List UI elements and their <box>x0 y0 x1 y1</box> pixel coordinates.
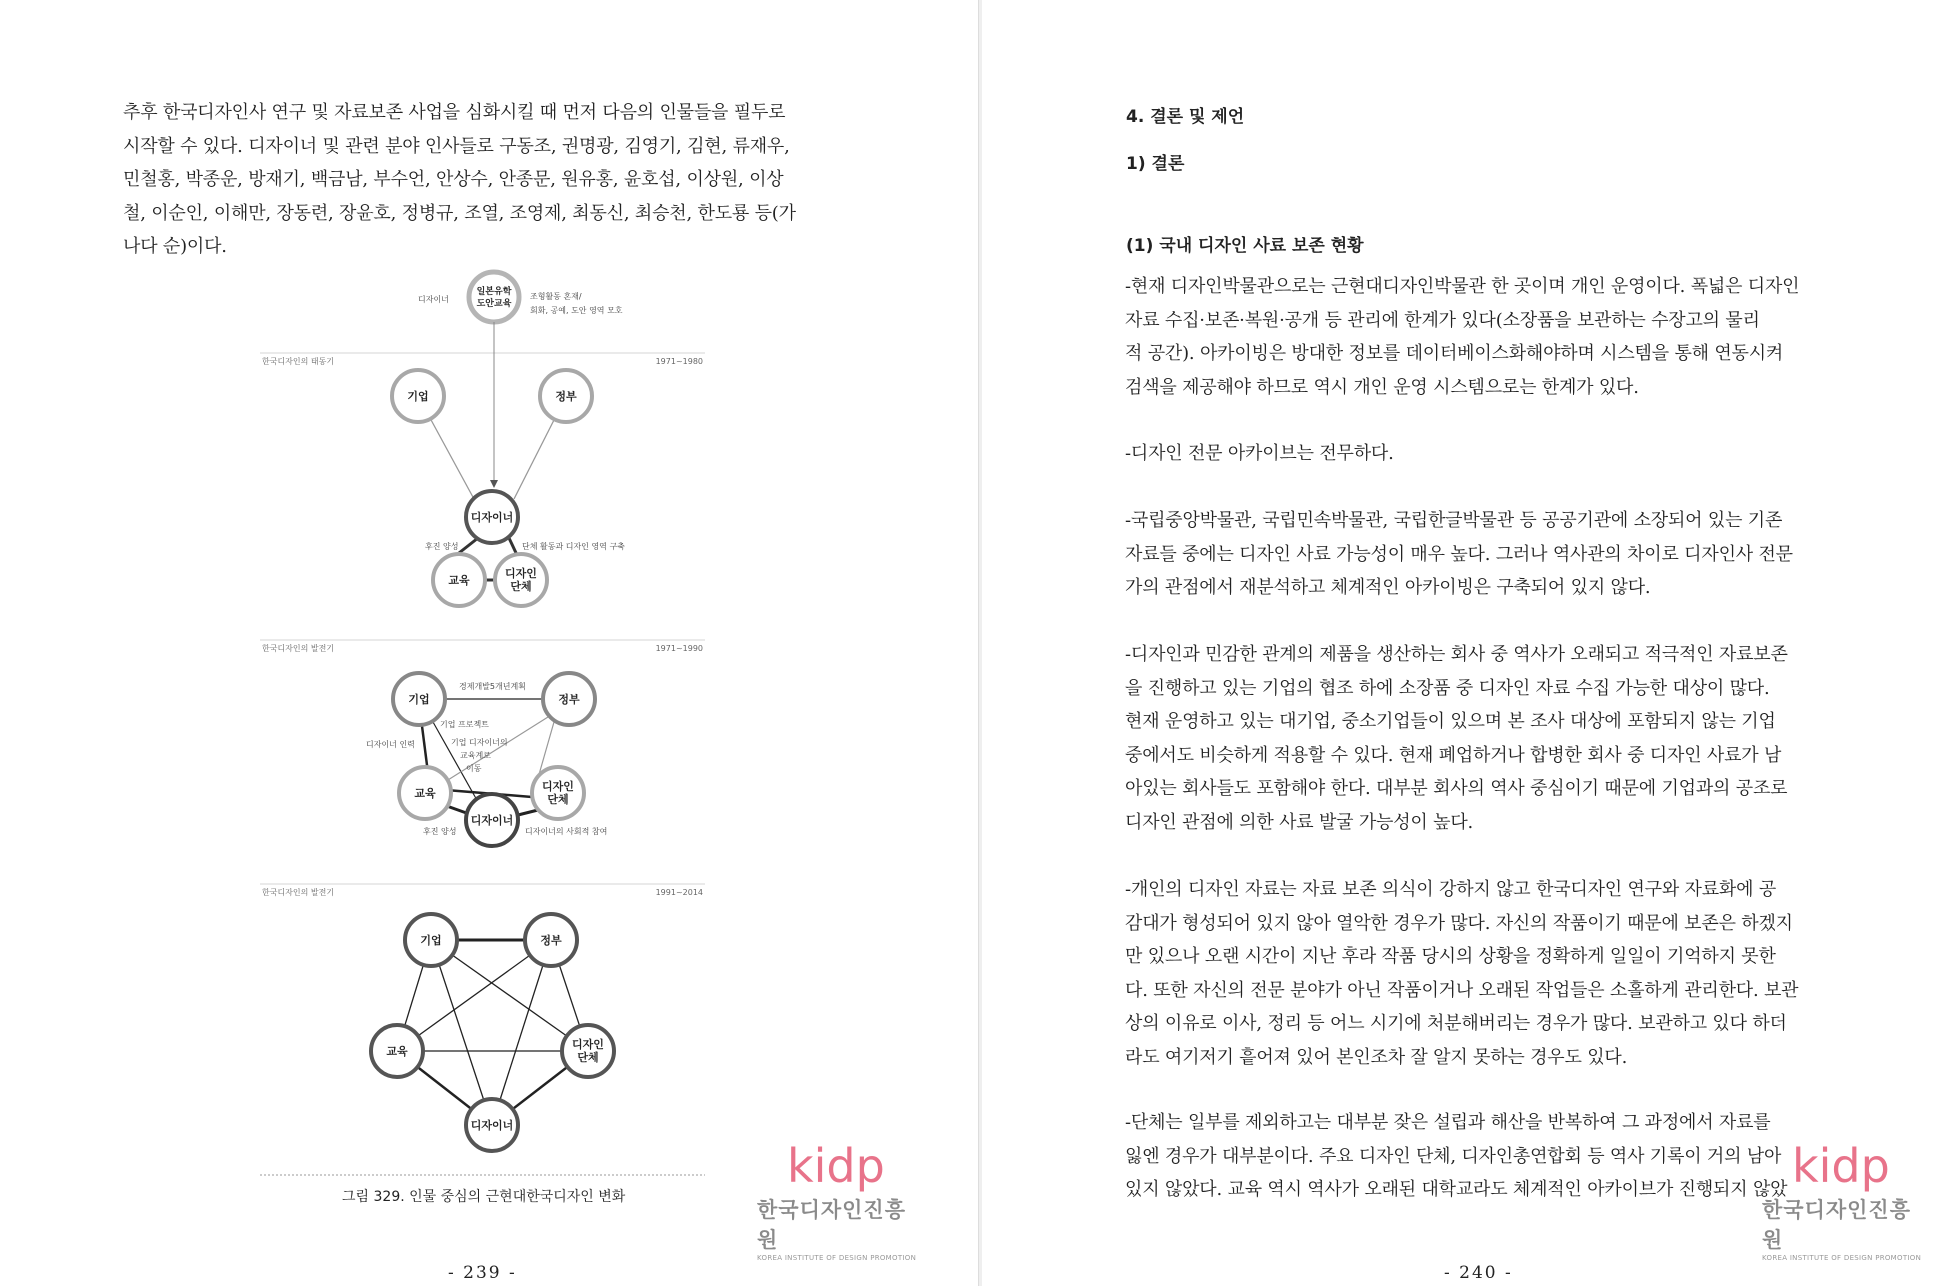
s1-edge-designer-group <box>509 538 517 555</box>
text-line: 현재 운영하고 있는 대기업, 중소기업들이 있으며 본 조사 대상에 포함되지 않는 기업 <box>1125 711 1776 732</box>
s3-node-education-label: 교육 <box>386 1045 408 1058</box>
kidp-logo-left <box>757 1138 927 1262</box>
s3-node-designer-label: 디자이너 <box>470 1119 514 1132</box>
section-3-label: 한국디자인의 발전기 <box>262 888 335 897</box>
kidp-mark-icon <box>757 1138 885 1194</box>
s2-move-label-2: 교육계로 <box>460 751 491 760</box>
paragraph-6 <box>1125 1106 1847 1207</box>
s1-node-government-label: 정부 <box>555 390 577 403</box>
s1-node-company-label: 기업 <box>407 390 429 403</box>
text-line: -디자인 전문 아카이브는 전무하다. <box>1125 443 1394 464</box>
logo-name-ko: 한국디자인진흥원 <box>1762 1198 1912 1252</box>
logo-name-en: KOREA INSTITUTE OF DESIGN PROMOTION <box>1762 1254 1922 1262</box>
logo-name-en: KOREA INSTITUTE OF DESIGN PROMOTION <box>757 1254 917 1262</box>
text-line: 잃엔 경우가 대부분이다. 주요 디자인 단체, 디자인총연합회 등 역사 기록이 거의 남아 <box>1125 1145 1782 1167</box>
s2-recruit-label: 디자이너 인력 <box>366 740 415 749</box>
kidp-logo-right <box>1762 1138 1932 1262</box>
s2-node-group-line-1: 디자인 <box>542 780 574 793</box>
heading-sub: 1) 결론 <box>1126 154 1185 174</box>
s1-node-group-line-2: 단체 <box>510 580 532 593</box>
figure-caption: 그림 329. 인물 중심의 근현대한국디자인 변화 <box>342 1189 626 1205</box>
text-line: 검색을 제공해야 하므로 역시 개인 운영 시스템으로는 한계가 있다. <box>1125 376 1639 398</box>
heading-section: (1) 국내 디자인 사료 보존 현황 <box>1126 236 1364 256</box>
kidp-mark-text: kidp <box>787 1139 885 1193</box>
text-line: 중에서도 비슷하게 적용할 수 있다. 현재 폐업하거나 합병한 회사 중 디자인 사료가 남 <box>1125 744 1782 766</box>
text-line: 다. 또한 자신의 전문 분야가 아닌 작품이거나 오래된 작업들은 소홀하게 관리한다. 보관 <box>1125 979 1799 1001</box>
paragraph-2 <box>1125 437 1847 471</box>
s3-node-company-label: 기업 <box>420 934 442 947</box>
text-line: -디자인과 민감한 관계의 제품을 생산하는 회사 중 역사가 오래되고 적극적인 자료보존 <box>1125 644 1788 665</box>
text-line: 철, 이순인, 이해만, 장동련, 장윤호, 정병규, 조열, 조영제, 최동신, 최승천, 한도룡 등(가 <box>123 202 796 224</box>
text-line: 나다 순)이다. <box>123 236 227 257</box>
text-line: 자료들 중에는 디자인 사료 가능성이 매우 높다. 그러나 역사관의 차이로 디자인사 전문 <box>1125 543 1793 565</box>
s1-node-education-label: 교육 <box>448 574 470 587</box>
text-line: -국립중앙박물관, 국립민속박물관, 국립한글박물관 등 공공기관에 소장되어 있는 기존 <box>1125 510 1783 531</box>
paragraph-5 <box>1125 873 1847 1074</box>
kidp-mark-icon <box>1762 1138 1890 1194</box>
section-2-label: 한국디자인의 발전기 <box>262 644 335 653</box>
s3-node-government-label: 정부 <box>540 934 562 947</box>
text-line: 을 진행하고 있는 기업의 협조 하에 소장품 중 디자인 자료 수집 가능한 대상이 많다. <box>1125 677 1770 699</box>
text-line: 가의 관점에서 재분석하고 체계적인 아카이빙은 구축되어 있지 않다. <box>1125 577 1651 598</box>
s2-edge-designer-group <box>518 810 538 815</box>
s1-group-activity-label: 단체 활동과 디자인 영역 구축 <box>522 542 625 551</box>
section-3-period: 1991~2014 <box>655 888 703 897</box>
text-line: -단체는 일부를 제외하고는 대부분 잦은 설립과 해산을 반복하여 그 과정에서 자료를 <box>1125 1112 1771 1133</box>
s1-edge-government-designer <box>514 418 555 499</box>
text-line: 있지 않았다. 교육 역시 역사가 오래된 대학교라도 체계적인 아카이브가 진행되지 않았 <box>1125 1179 1788 1200</box>
paragraph-3 <box>1125 504 1847 605</box>
logo-name-ko: 한국디자인진흥원 <box>757 1198 907 1252</box>
page-number-left: - 239 - <box>448 1263 517 1283</box>
s2-project-label: 기업 프로젝트 <box>440 720 489 729</box>
text-line: 상의 이유로 이사, 정리 등 어느 시기에 처분해버리는 경우가 많다. 보관하고 있다 하더 <box>1125 1013 1787 1034</box>
s2-move-label-1: 기업 디자이너의 <box>451 738 508 747</box>
section-1-arrowhead <box>490 480 498 488</box>
text-line: 디자인 관점에 의한 사료 발굴 가능성이 높다. <box>1125 811 1474 833</box>
text-line: -현재 디자인박물관으로는 근현대디자인박물관 한 곳이며 개인 운영이다. 폭넓은 디자인 <box>1125 276 1800 297</box>
section-2-period: 1971~1990 <box>655 644 703 653</box>
section-1-label: 한국디자인의 태동기 <box>262 357 335 366</box>
s1-node-designer-label: 디자이너 <box>470 511 514 524</box>
s2-move-label-3: 이동 <box>466 764 482 773</box>
top-designer-label: 디자이너 <box>418 295 449 304</box>
s1-edge-company-designer <box>430 418 474 499</box>
s2-node-designer-label: 디자이너 <box>470 814 514 827</box>
page-number-right: - 240 - <box>1444 1263 1513 1283</box>
s1-training-label: 후진 양성 <box>425 542 459 551</box>
origin-node <box>469 272 519 322</box>
s2-node-government-label: 정부 <box>558 693 580 706</box>
paragraph-1 <box>1125 270 1847 404</box>
origin-note-line-2: 회화, 공예, 도안 영역 모호 <box>530 306 623 315</box>
text-line: -개인의 디자인 자료는 자료 보존 의식이 강하지 않고 한국디자인 연구와 자료화에 공 <box>1125 879 1777 900</box>
s2-node-education-label: 교육 <box>414 787 436 800</box>
s2-node-company-label: 기업 <box>408 693 430 706</box>
origin-node-line-2: 도안교육 <box>476 299 512 309</box>
text-line: 민철홍, 박종운, 방재기, 백금남, 부수언, 안상수, 안종문, 원유홍, 윤호섭, 이상원, 이상 <box>123 169 784 190</box>
text-line: 시작할 수 있다. 디자이너 및 관련 분야 인사들로 구동조, 권명광, 김영기, 김현, 류재우, <box>123 135 790 157</box>
text-line: 라도 여기저기 흩어져 있어 본인조차 잘 알지 못하는 경우도 있다. <box>1125 1046 1628 1068</box>
section-1-period: 1971~1980 <box>655 357 703 366</box>
s2-training-label: 후진 양성 <box>423 827 457 836</box>
kidp-mark-text: kidp <box>1792 1139 1890 1193</box>
paragraph-4 <box>1125 638 1847 839</box>
heading-main: 4. 결론 및 제언 <box>1126 107 1245 127</box>
s3-node-group-line-2: 단체 <box>577 1051 599 1064</box>
s3-node-group-line-1: 디자인 <box>572 1038 604 1051</box>
origin-note-line-1: 조형활동 혼재/ <box>530 292 582 301</box>
text-line: 추후 한국디자인사 연구 및 자료보존 사업을 심화시킬 때 먼저 다음의 인물들을 필두로 <box>123 102 786 123</box>
text-line: 아있는 회사들도 포함해야 한다. 대부분 회사의 역사 중심이기 때문에 기업과의 공조로 <box>1125 778 1788 799</box>
origin-node-line-1: 일본유학 <box>476 287 512 297</box>
s1-node-group-line-1: 디자인 <box>505 567 537 580</box>
s2-plan-label: 경제개발5개년계획 <box>459 682 526 691</box>
intro-paragraph <box>123 96 845 264</box>
text-line: 자료 수집·보존·복원·공개 등 관리에 한계가 있다(소장품을 보관하는 수장고의 물리 <box>1125 309 1760 331</box>
text-line: 적 공간). 아카이빙은 방대한 정보를 데이터베이스화해야하며 시스템을 통해 연동시켜 <box>1125 343 1784 364</box>
text-line: 감대가 형성되어 있지 않아 열악한 경우가 많다. 자신의 작품이기 때문에 보존은 하겠지 <box>1125 912 1793 934</box>
designer-evolution-diagram <box>0 260 978 1160</box>
s2-node-group-line-2: 단체 <box>547 793 569 806</box>
s2-social-label: 디자이너의 사회적 참여 <box>525 827 608 836</box>
right-page <box>982 0 1956 1286</box>
text-line: 만 있으나 오랜 시간이 지난 후라 작품 당시의 상황을 정확하게 일일이 기억하지 못한 <box>1125 946 1776 967</box>
